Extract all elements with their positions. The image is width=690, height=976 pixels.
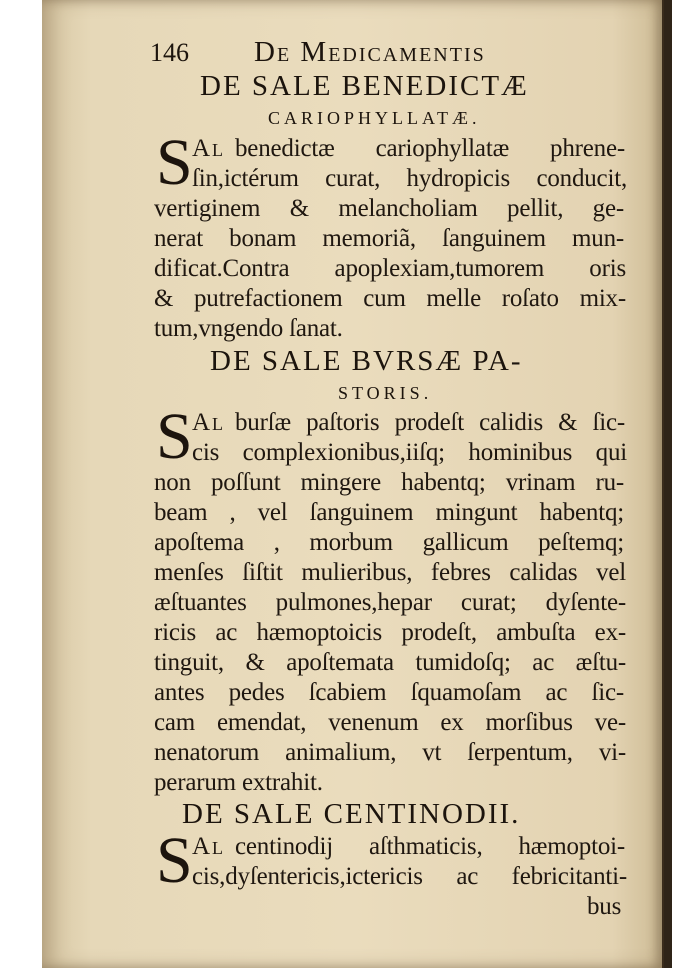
catchword: bus [587,893,622,920]
section-subheading: CARIOPHYLLATÆ. [268,108,481,128]
drop-cap: S [156,400,193,473]
text-line: non poſſunt mingere habentq; vrinam ru- [154,469,624,496]
text-line: & putrefactionem cum melle roſato mix- [154,285,626,312]
text-line: antes pedes ſcabiem ſquamoſam ac ſic- [154,679,624,706]
text-line: vertiginem & melancholiam pellit, ge- [154,195,624,222]
running-title: De Medicamentis [254,36,486,68]
page-number: 146 [150,38,189,67]
text-line: tinguit, & apoſtemata tumidoſq; ac æſtu- [154,649,626,676]
drop-cap: S [156,126,193,199]
first-word: Al [192,409,226,436]
text-line: centinodij aſthmaticis, hæmoptoi- [235,833,625,860]
text-line: beam , vel ſanguinem mingunt habentq; [154,499,624,526]
text-line: ſin,ictérum curat, hydropicis conducit, [192,165,627,192]
page-text [42,0,662,968]
text-line: apoſtema , morbum gallicum peſtemq; [154,529,624,556]
text-line: cis complexionibus,iiſq; hominibus qui [192,439,627,466]
text-line: benedictæ cariophyllatæ phrene- [235,135,625,162]
text-line: tum,vngendo ſanat. [154,315,343,342]
text-line: ricis ac hæmoptoicis prodeſt, ambuſta ex- [154,619,626,646]
page-paper [42,0,665,968]
drop-cap: S [156,824,193,897]
section-subheading: STORIS. [338,383,433,403]
text-line: cam emendat, venenum ex morſibus ve- [154,709,626,736]
text-line: cis,dyſentericis,ictericis ac febricitanti- [192,863,627,890]
text-line: perarum extrahit. [154,769,323,796]
text-line: menſes ſiſtit mulieribus, febres calidas vel [154,559,626,586]
text-line: æſtuantes pulmones,hepar curat; dyſente- [154,589,626,616]
text-line: nenatorum animalium, vt ſerpentum, vi- [154,739,626,766]
section-heading: DE SALE CENTINODII. [182,798,521,830]
section-heading: DE SALE BVRSÆ PA- [210,345,523,377]
text-line: burſæ paſtoris prodeſt calidis & ſic- [235,409,625,436]
first-word: Al [192,833,226,860]
section-heading: DE SALE BENEDICTÆ [200,70,529,102]
first-word: Al [192,135,226,162]
text-line: dificat.Contra apoplexiam,tumorem oris [154,255,626,282]
text-line: nerat bonam memoriã, ſanguinem mun- [154,225,624,252]
